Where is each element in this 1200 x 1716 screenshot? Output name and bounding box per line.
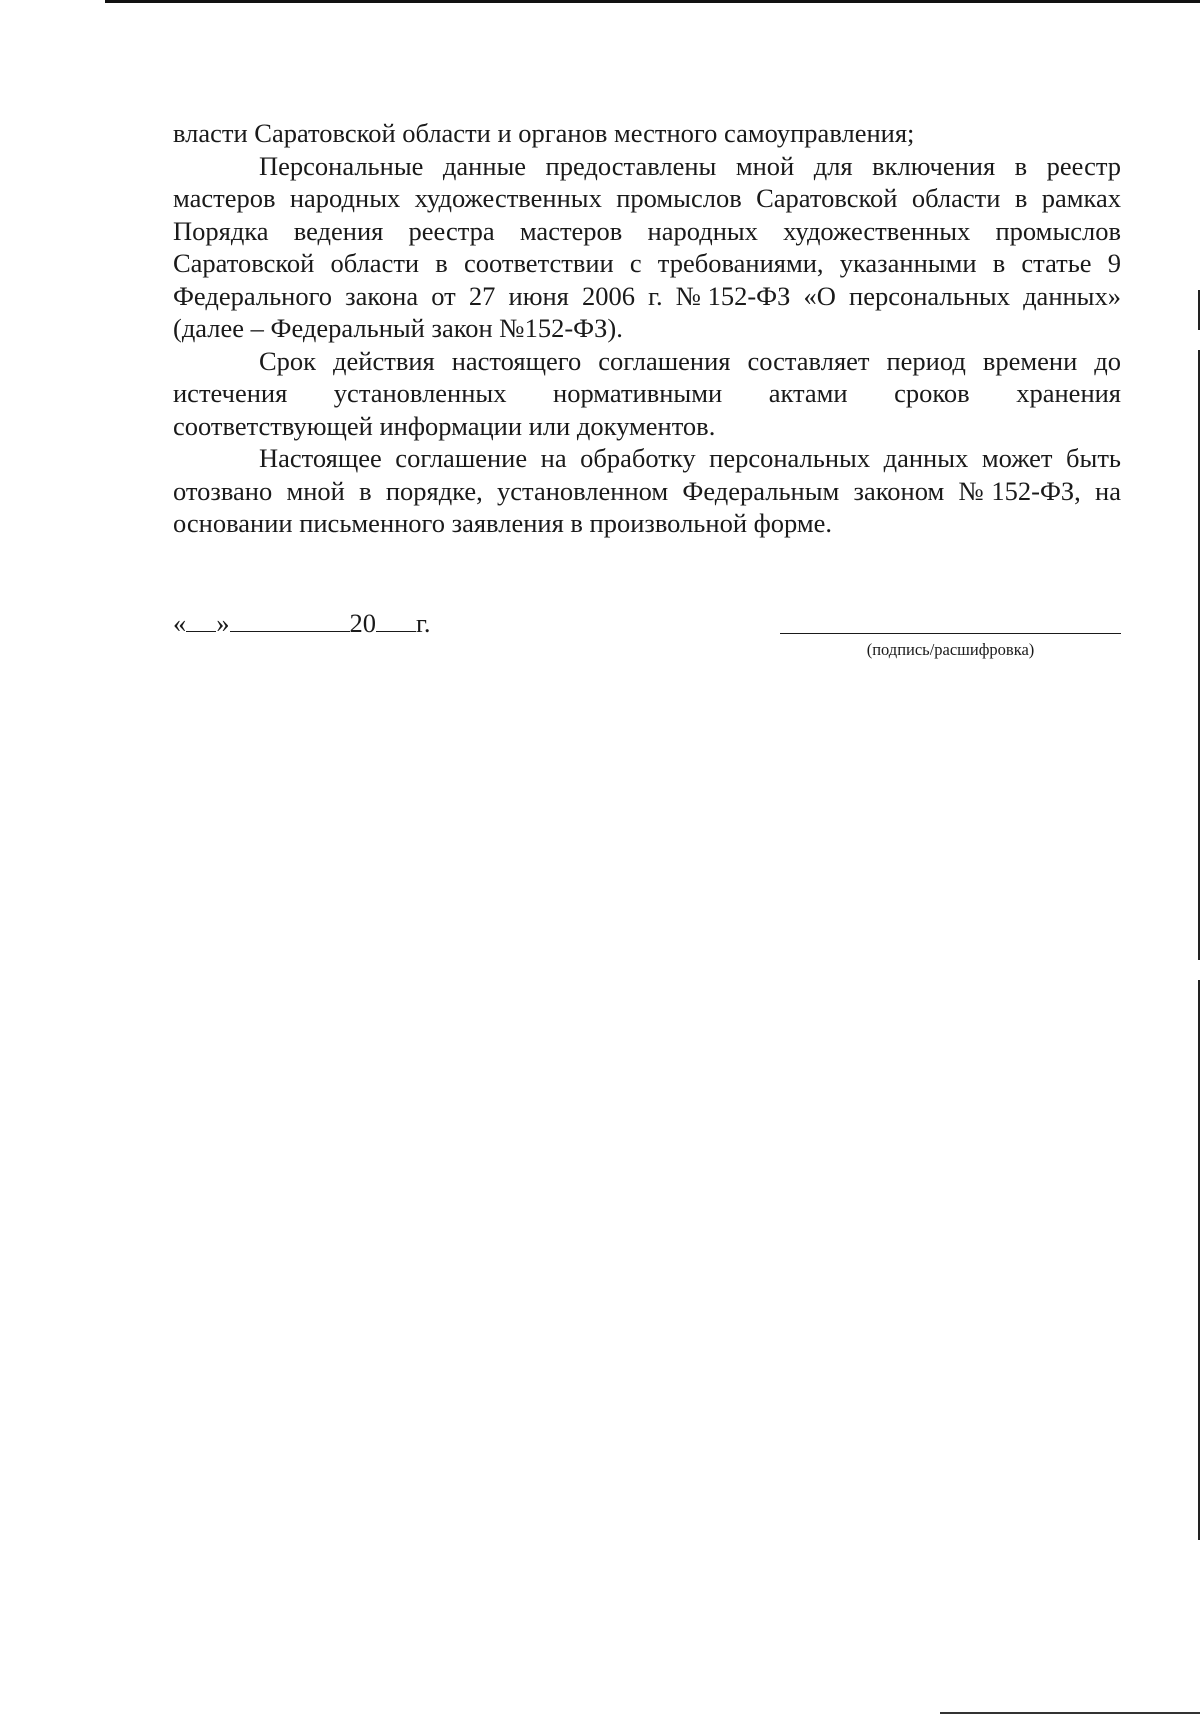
- month-blank: [230, 607, 350, 632]
- paragraph-validity-period: Срок действия настоящего соглашения составляет период времени до истечения установленных нормативными актами сроков хранения соответствующей информации или документов.: [173, 345, 1121, 441]
- paragraph-personal-data-purpose: Персональные данные предоставлены мной для включения в реестр мастеров народных художественных промыслов Саратовской области в рамках Порядка ведения реестра мастеров народных художественных промыслов Саратовской области в соответствии с требованиями, указанными в статье 9 Федерального закона от 27 июня 2006 г. №152-ФЗ «О персональных данных» (далее – Федеральный закон №152-ФЗ).: [173, 150, 1121, 343]
- scan-bottom-border: [940, 1712, 1200, 1714]
- signature-line: [780, 633, 1121, 634]
- signature-caption: (подпись/расшифровка): [866, 640, 1035, 659]
- date-field: [173, 607, 431, 639]
- scan-top-border: [105, 0, 1200, 3]
- document-body: [173, 117, 1121, 540]
- date-close-quote: »: [216, 608, 230, 638]
- paragraph-revocation: Настоящее соглашение на обработку персональных данных может быть отозвано мной в порядке, установленном Федеральным законом №152-ФЗ, на основании письменного заявления в произвольной форме.: [173, 443, 1121, 538]
- paragraph-continuation: власти Саратовской области и органов местного самоуправления;: [173, 118, 915, 148]
- year-century: 20: [349, 608, 376, 638]
- year-blank: [376, 607, 416, 632]
- year-suffix: г.: [416, 608, 431, 638]
- date-open-quote: «: [173, 608, 187, 638]
- day-blank: [186, 607, 216, 632]
